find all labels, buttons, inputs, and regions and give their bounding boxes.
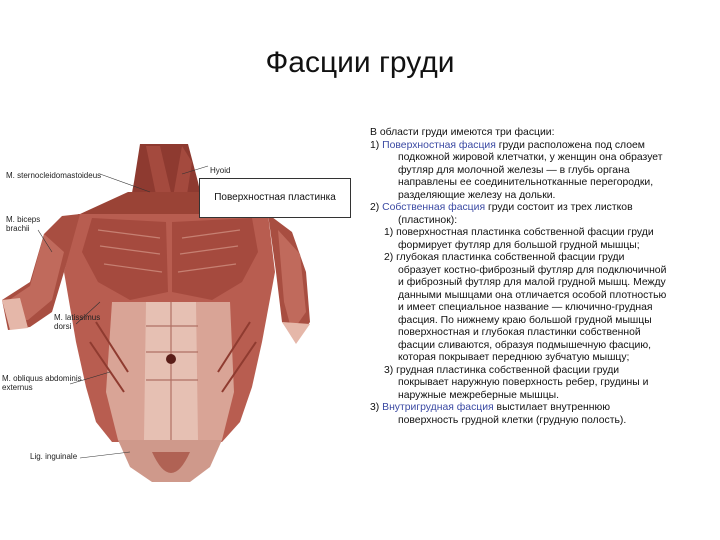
term-endothoracic-fascia: Внутригрудная фасция (382, 402, 494, 413)
item-3: 3) Внутригрудная фасция выстилает внутреннюю поверхность грудной клетки (грудную полость). (370, 402, 627, 426)
term-superficial-fascia: Поверхностная фасция (382, 139, 496, 151)
callout-superficial-layer: Поверхностная пластинка (199, 178, 351, 218)
label-hyoid: Hyoid (210, 166, 231, 175)
item-2: 2) Собственная фасция груди состоит из трех листков (пластинок): (370, 202, 633, 226)
subitem-2: 2) глубокая пластинка собственной фасции груди образует костно-фиброзный футляр для подключичной и фиброзный футляр для малой грудной мышц. Между данными мышцами она отличается особой плотностью и имеет специальное название — ключично-грудная фасция. По нижнему краю большой грудной мышцы поверхностная и глубокая пластинки собственной фасции сливаются, образуя подмышечную фасцию, которая покрывает переднюю зубчатую мышцу; (384, 252, 667, 363)
subitem-3: 3) грудная пластинка собственной фасции груди покрывает наружную поверхность ребер, грудины и наружные межреберные мышцы. (384, 364, 649, 401)
intro-line: В области груди имеются три фасции: (370, 127, 555, 138)
umbilicus (166, 354, 176, 364)
label-latissimus: M. latissimus dorsi (54, 313, 101, 331)
body-text (370, 127, 670, 427)
subitem-1: 1) поверхностная пластинка собственной фасции груди формирует футляр для большой грудной мышцы; (384, 227, 654, 251)
term-own-fascia: Собственная фасция (382, 202, 486, 213)
item-1: 1) Поверхностная фасция груди расположена под слоем подкожной жировой клетчатки, у женщин она образует футляр для молочной железы — в глубь органа направлены ее соединительнотканные перегородки, разделяющие железу на дольки. (370, 139, 663, 201)
slide-title: Фасции груди (265, 46, 455, 79)
label-sternocleidomastoid: M. sternocleidomastoideus (6, 171, 102, 180)
label-inguinale: Lig. inguinale (30, 452, 78, 461)
label-biceps: M. biceps brachii (6, 215, 41, 233)
label-obliquus: M. obliquus abdominis externus (2, 374, 82, 392)
